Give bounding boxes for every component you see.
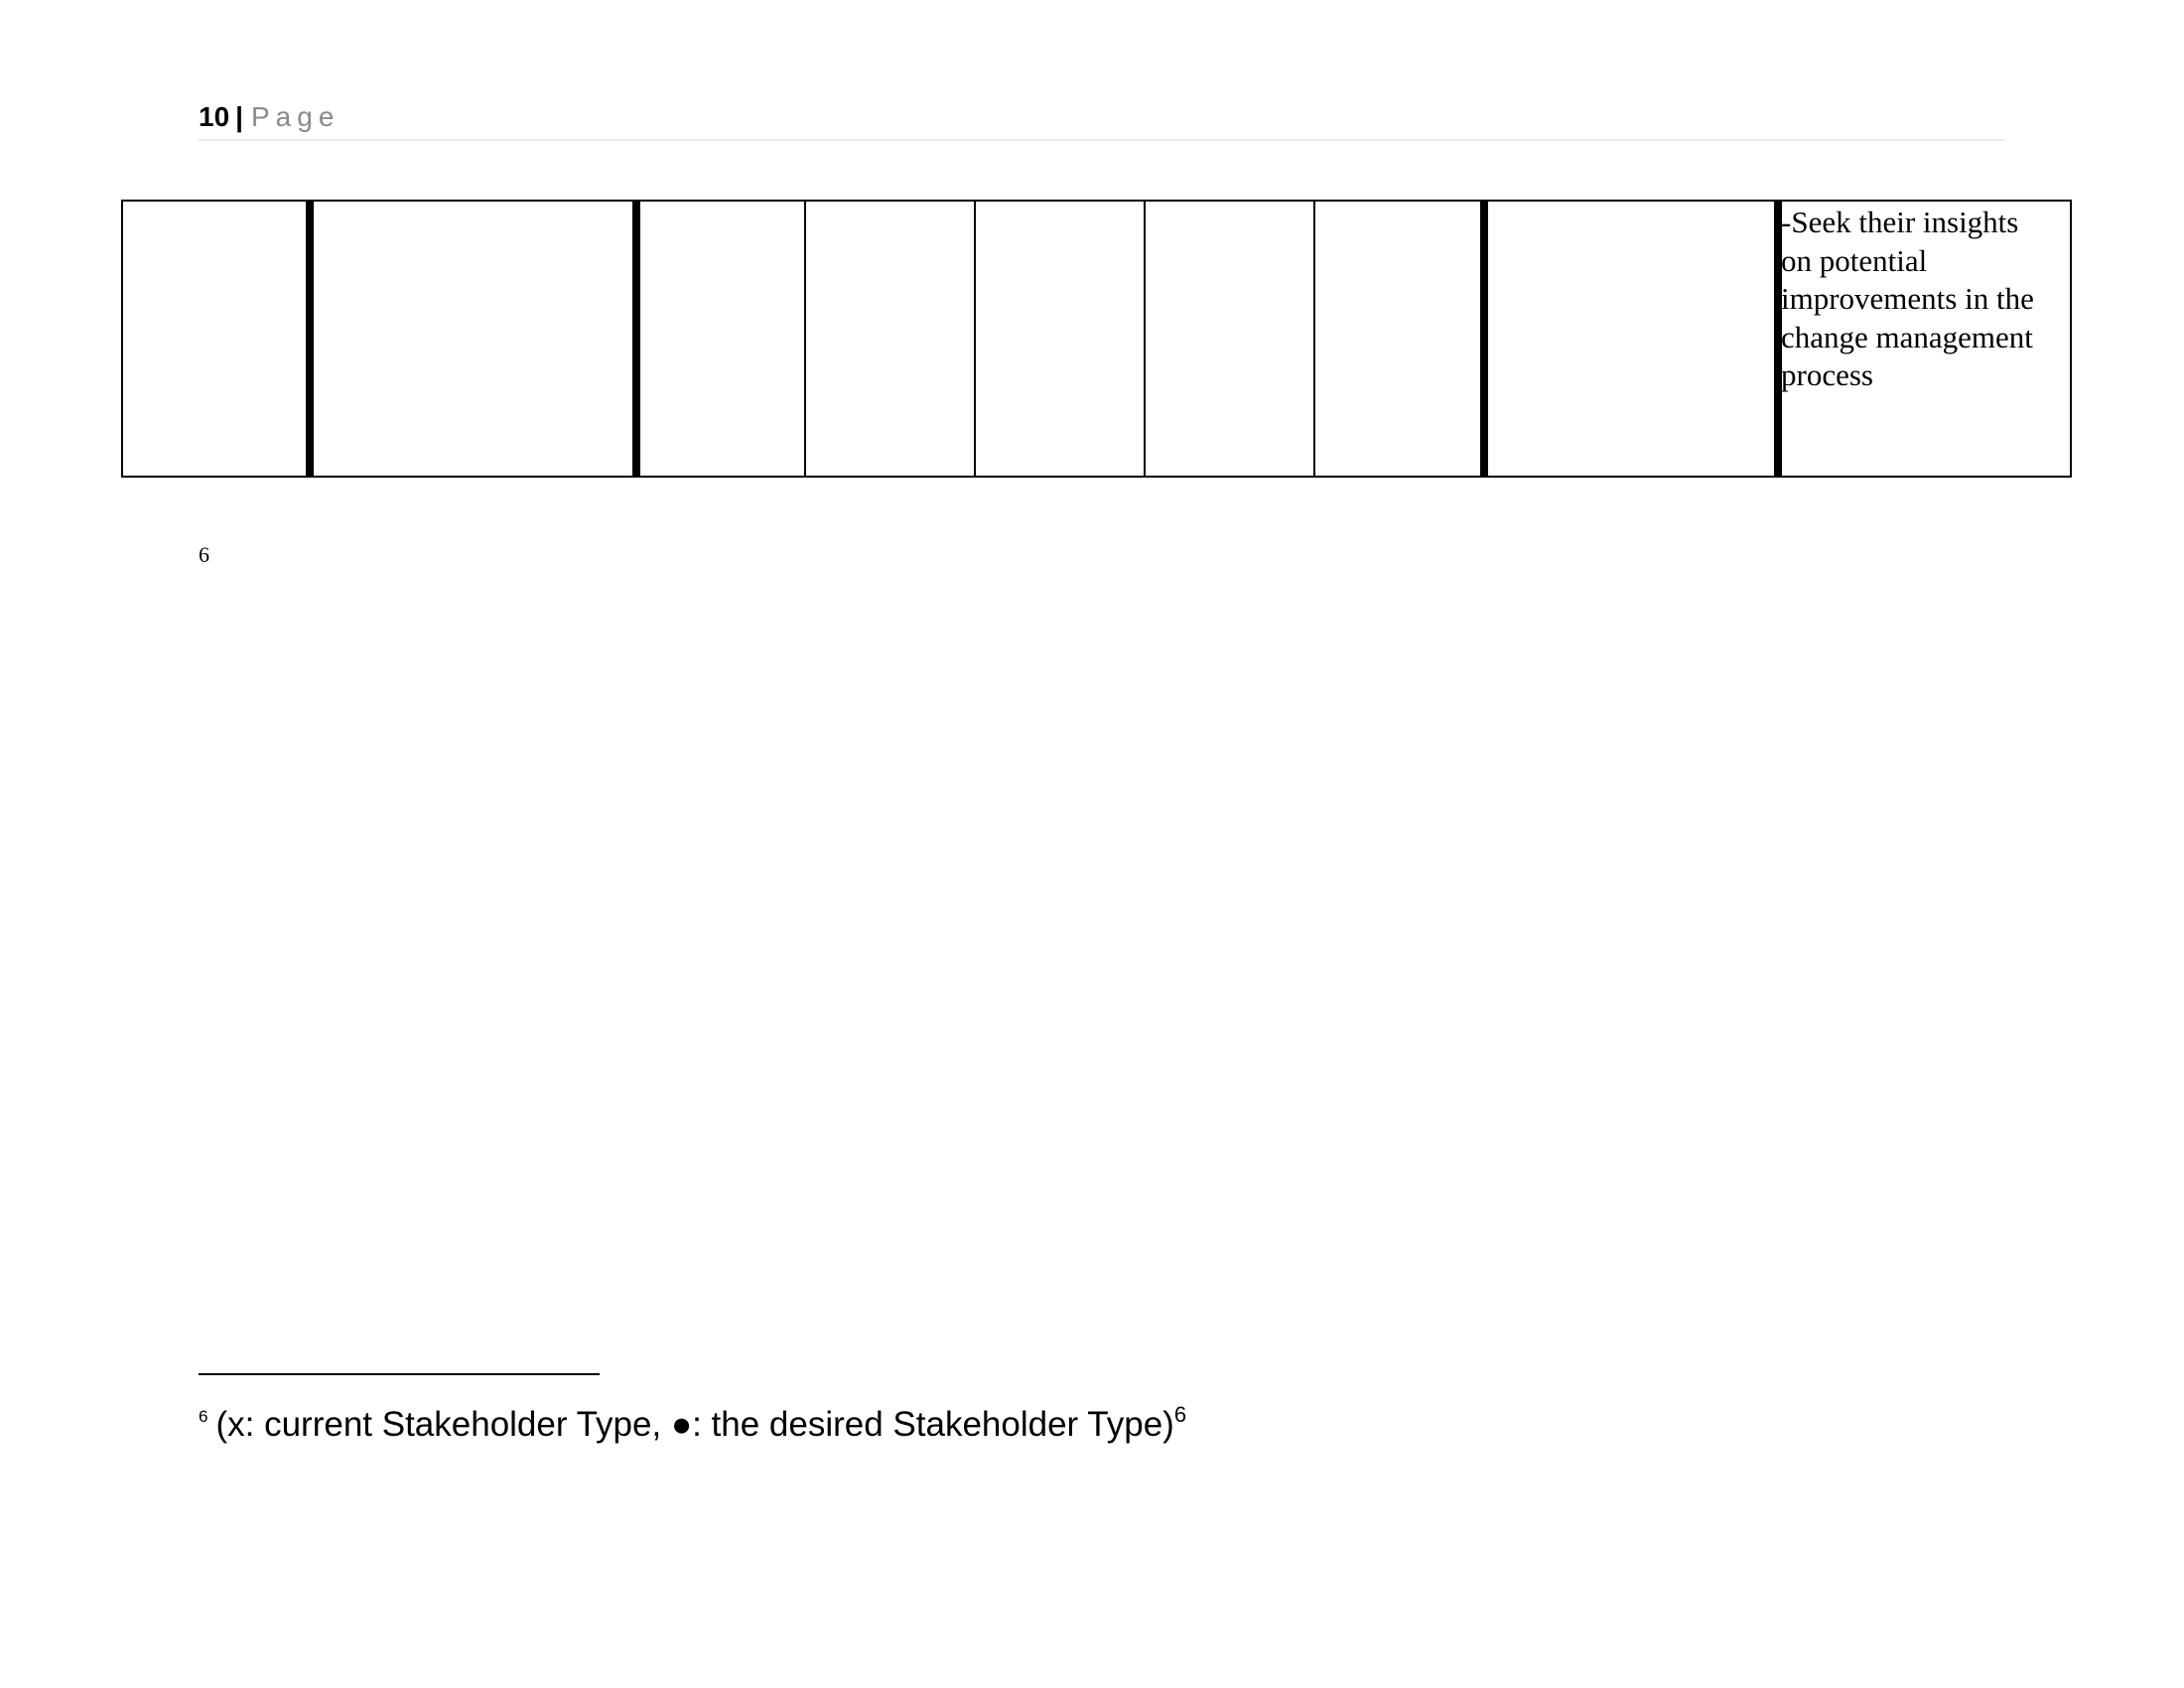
column-divider (632, 202, 640, 476)
column-divider (1480, 202, 1488, 476)
page-label: Page (251, 101, 341, 132)
column-divider (1313, 202, 1315, 476)
header-separator: | (235, 101, 243, 132)
footnote-marker: 6 (199, 542, 209, 567)
column-divider (804, 202, 806, 476)
column-divider (306, 202, 314, 476)
footnote-separator (199, 1373, 600, 1375)
footnote-superscript: 6 (1173, 1402, 1187, 1427)
table-cell-text: -Seek their insights on potential improvements in the change management process (1781, 205, 2034, 392)
footnote-reference: 6 (199, 1407, 208, 1426)
column-divider (974, 202, 976, 476)
column-divider (1144, 202, 1146, 476)
footnote (199, 1392, 1186, 1448)
page-header (199, 97, 2005, 141)
footnote-text: (x: current Stakeholder Type, ●: the desired Stakeholder Type) (215, 1405, 1174, 1444)
stakeholder-table-row (121, 200, 2072, 478)
page-number: 10 (199, 101, 230, 132)
